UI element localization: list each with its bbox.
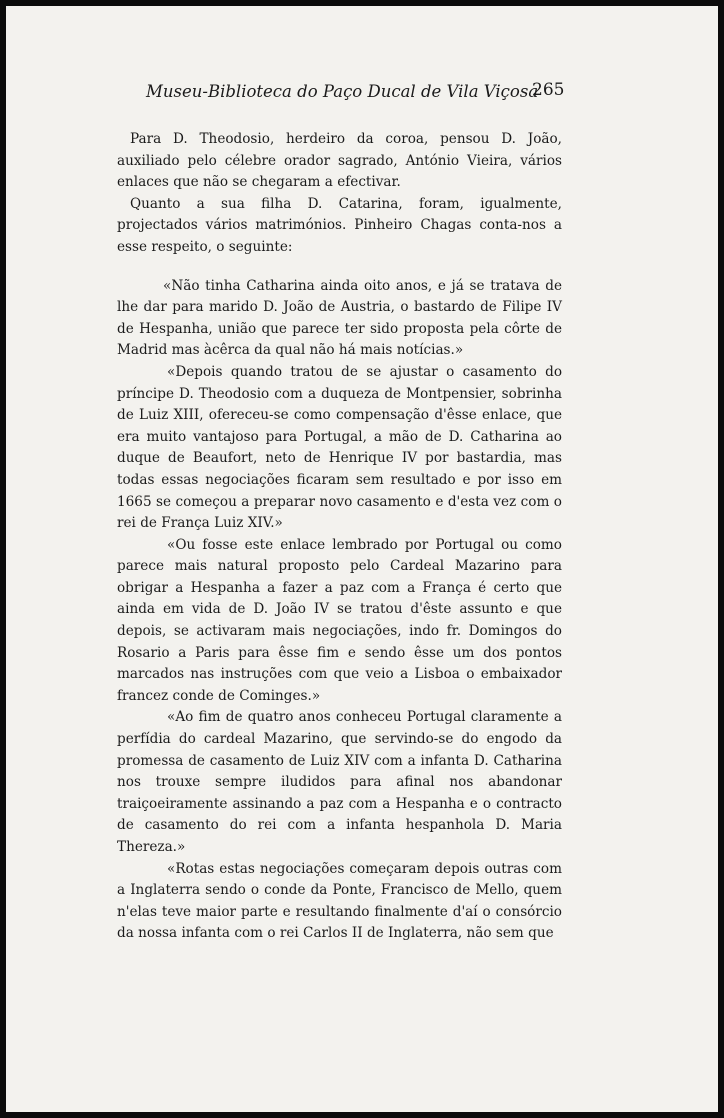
book-page [6,6,718,1112]
quotation-paragraph: «Não tinha Catharina ainda oito anos, e já se tratava de lhe dar para marido D. João de Austria, o bastardo de Filipe IV de Hespanha, união que parece ter sido proposta pela côrte de Madrid mas àcêrca da qual não há mais notícias.» [117,277,562,359]
page-number: 265 [532,80,565,100]
quotation-paragraph: «Ou fosse este enlace lembrado por Portugal ou como parece mais natural proposto pelo Cardeal Mazarino para obrigar a Hespanha a fazer a paz com a França é certo que ainda em vida de D. João IV se tratou d'êste assunto e que depois, se activaram mais negociações, indo fr. Domingos do Rosario a Paris para êsse fim e sendo êsse um dos pontos marcados nas instruções com que veio a Lisboa o embaixador francez conde de Cominges.» [117,536,562,704]
page-body [117,129,562,945]
paragraph: Para D. Theodosio, herdeiro da coroa, pensou D. João, auxiliado pelo célebre orador sagrado, António Vieira, vários enlaces que não se chegaram a efectivar. [117,131,562,191]
quotation-paragraph: «Rotas estas negociações começaram depois outras com a Inglaterra sendo o conde da Ponte, Francisco de Mello, quem n'elas teve maior parte e resultando finalmente d'aí o consórcio da nossa infanta com o rei Carlos II de Inglaterra, não sem que [117,860,562,942]
quotation-paragraph: «Ao fim de quatro anos conheceu Portugal claramente a perfídia do cardeal Mazarino, que servindo-se do engodo da promessa de casamento de Luiz XIV com a infanta D. Catharina nos trouxe sempre iludidos para afinal nos abandonar traiçoeiramente assinando a paz com a Hespanha e o contracto de casamento do rei com a infanta hespanhola D. Maria Thereza.» [117,709,562,855]
paragraph: Quanto a sua filha D. Catarina, foram, igualmente, projectados vários matrimónios. Pinheiro Chagas conta-nos a esse respeito, o seguinte: [117,195,562,255]
running-title: Museu-Biblioteca do Paço Ducal de Vila Viçosa [146,82,539,101]
running-header [6,82,718,108]
quotation-paragraph: «Depois quando tratou de se ajustar o casamento do príncipe D. Theodosio com a duqueza de Montpensier, sobrinha de Luiz XIII, ofereceu-se como compensação d'êsse enlace, que era muito vantajoso para Portugal, a mão de D. Catharina ao duque de Beaufort, neto de Henrique IV por bastardia, mas todas essas negociações ficaram sem resultado e por isso em 1665 se começou a preparar novo casamento e d'esta vez com o rei de França Luiz XIV.» [117,363,562,532]
